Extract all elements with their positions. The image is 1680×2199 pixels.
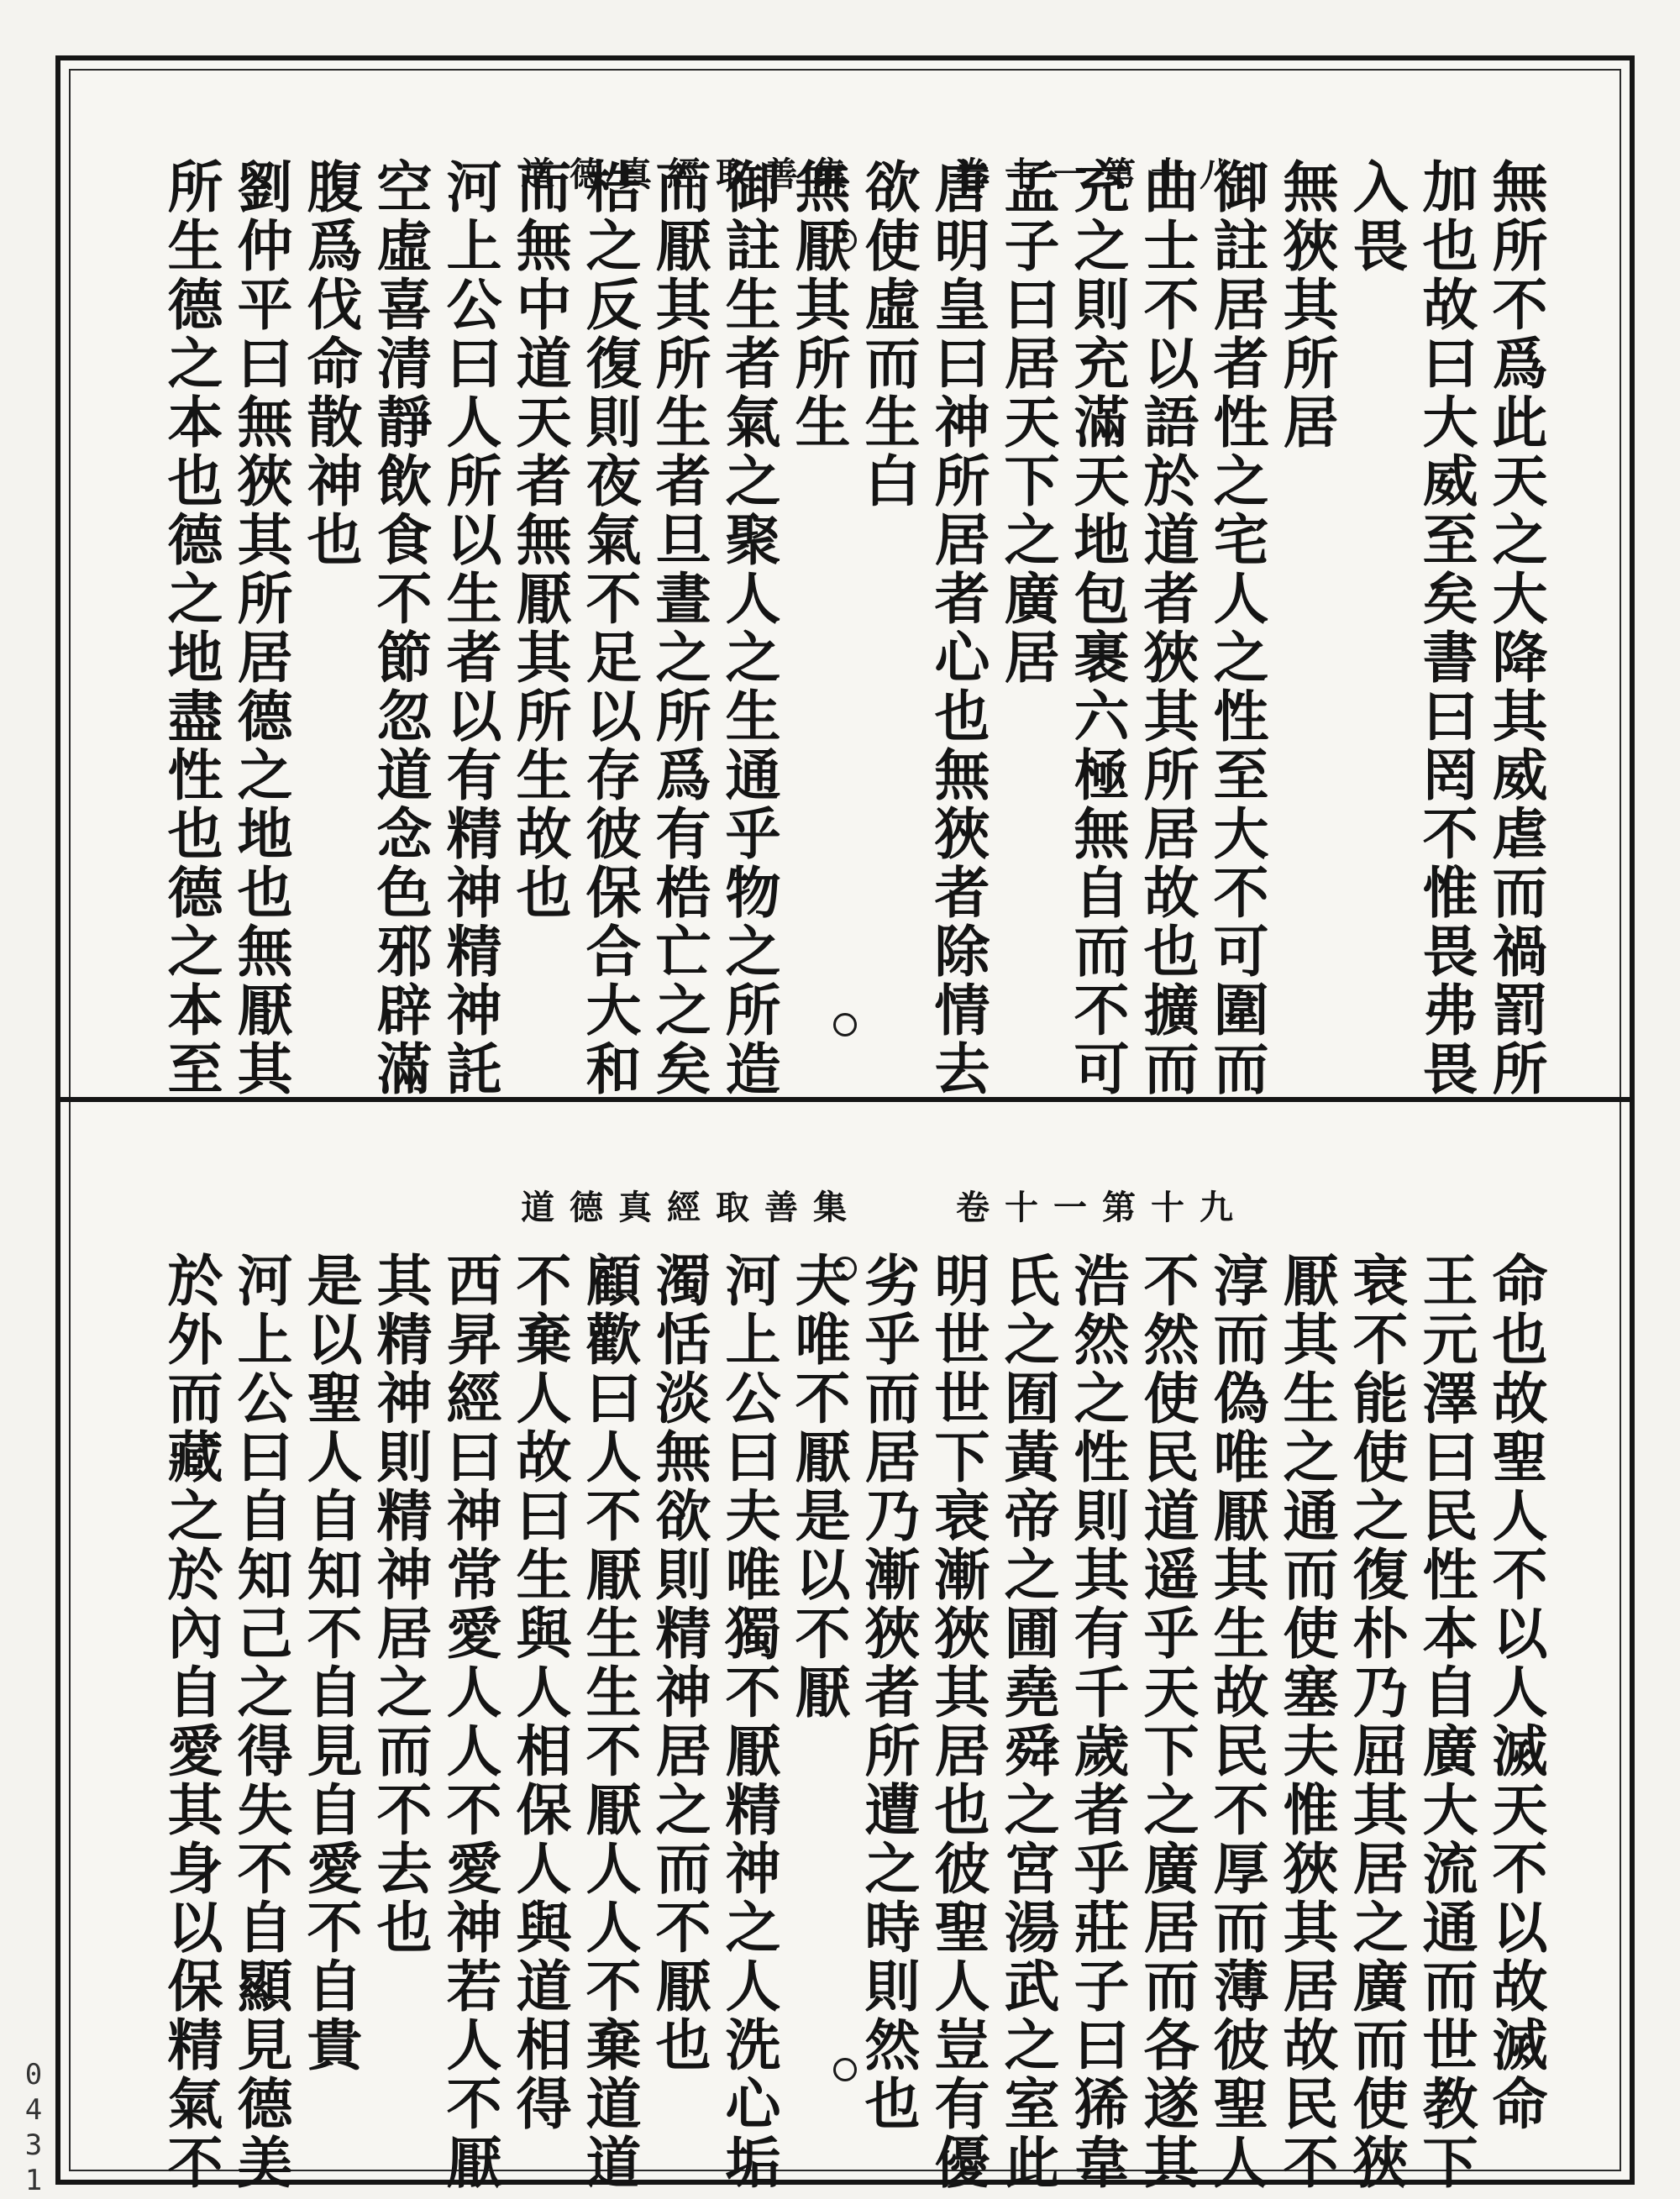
text-column: 浩然之性則其有千歲者乎莊子曰狶韋 <box>1064 1252 1130 2192</box>
text-column: 欲使虛而生白 <box>855 158 921 511</box>
text-column: 御註居者性之宅人之性至大不可圍而 <box>1204 158 1269 1099</box>
text-column: 唐明皇曰神所居者心也無狹者除情去 <box>925 158 990 1099</box>
top-header-book-title: 道德真經取善集 <box>521 155 863 194</box>
text-column: 濁恬淡無欲則精神居之而不厭也 <box>646 1252 711 2075</box>
section-circle-marker <box>833 228 857 252</box>
text-column: 無所不爲此天之大降其威虐而禍罰所 <box>1483 158 1548 1099</box>
text-column: 明世世下衰漸狹其居也彼聖人豈有優 <box>925 1252 990 2192</box>
text-column: 顧歡曰人不厭生生不厭人人不棄道道 <box>576 1252 642 2192</box>
text-column: 劣乎而居乃漸狹者所遭之時則然也 <box>855 1252 921 2133</box>
text-column: 命也故聖人不以人滅天不以故滅命 <box>1483 1252 1548 2133</box>
top-header-volume: 卷十一第十八 <box>956 155 1248 194</box>
text-column: 而無中道天者無厭其所生故也 <box>507 158 572 922</box>
text-column: 御註生者氣之聚人之生通乎物之所造 <box>716 158 781 1099</box>
text-column: 西昇經曰神常愛人人不愛神若人不厭 <box>437 1252 502 2192</box>
text-column: 夫唯不厭是以不厭 <box>785 1252 851 1722</box>
text-column: 厭其生之通而使塞夫惟狹其居故民不 <box>1273 1252 1339 2192</box>
text-column: 入畏 <box>1343 158 1409 276</box>
bottom-header <box>521 1181 1248 1229</box>
text-column: 於外而藏之於內自愛其身以保精氣不 <box>158 1252 223 2192</box>
bottom-panel <box>64 1107 1626 2192</box>
text-column: 所生德之本也德之地盡性也德之本至 <box>158 158 223 1099</box>
text-column: 而厭其所生者旦晝之所爲有梏亡之矣 <box>646 158 711 1099</box>
text-column: 氏之囿黃帝之圃堯舜之宮湯武之室此 <box>995 1252 1060 2192</box>
text-column: 孟子曰居天下之廣居 <box>995 158 1060 687</box>
section-circle-marker <box>833 2058 857 2081</box>
text-column: 其精神則精神居之而不去也 <box>367 1252 433 1957</box>
section-circle-marker <box>833 1257 857 1280</box>
text-column: 無狹其所居 <box>1273 158 1339 452</box>
bottom-header-volume: 卷十一第十九 <box>956 1188 1248 1227</box>
section-circle-marker <box>833 1013 857 1037</box>
text-column: 王元澤曰民性本自廣大流通而世教下 <box>1413 1252 1478 2192</box>
text-column: 河上公曰夫唯獨不厭精神之人洗心垢 <box>716 1252 781 2192</box>
text-column: 不棄人故曰生與人相保人與道相得 <box>507 1252 572 2133</box>
text-column: 充之則充滿天地包裹六極無自而不可 <box>1064 158 1130 1099</box>
text-column: 梏之反復則夜氣不足以存彼保合大和 <box>576 158 642 1099</box>
text-column: 加也故曰大威至矣書曰罔不惟畏弗畏 <box>1413 158 1478 1099</box>
text-column: 劉仲平曰無狹其所居德之地也無厭其 <box>228 158 293 1099</box>
text-column: 河上公曰自知己之得失不自顯見德美 <box>228 1252 293 2192</box>
text-column: 河上公曰人所以生者以有精神精神託 <box>437 158 502 1099</box>
page-number: 0431 <box>17 2058 50 2199</box>
text-column: 不然使民道遥乎天下之廣居而各遂其 <box>1134 1252 1200 2192</box>
text-column: 無厭其所生 <box>785 158 851 452</box>
text-column: 衰不能使之復朴乃屈其居之廣而使狹 <box>1343 1252 1409 2192</box>
top-panel <box>64 64 1626 1099</box>
text-column: 淳而偽唯厭其生故民不厚而薄彼聖人 <box>1204 1252 1269 2192</box>
text-column: 曲士不以語於道者狹其所居故也擴而 <box>1134 158 1200 1099</box>
text-column: 腹爲伐命散神也 <box>297 158 363 569</box>
text-column: 是以聖人自知不自見自愛不自貴 <box>297 1252 363 2075</box>
text-column: 空虛喜清靜飲食不節忽道念色邪辟滿 <box>367 158 433 1099</box>
bottom-header-book-title: 道德真經取善集 <box>521 1188 863 1227</box>
